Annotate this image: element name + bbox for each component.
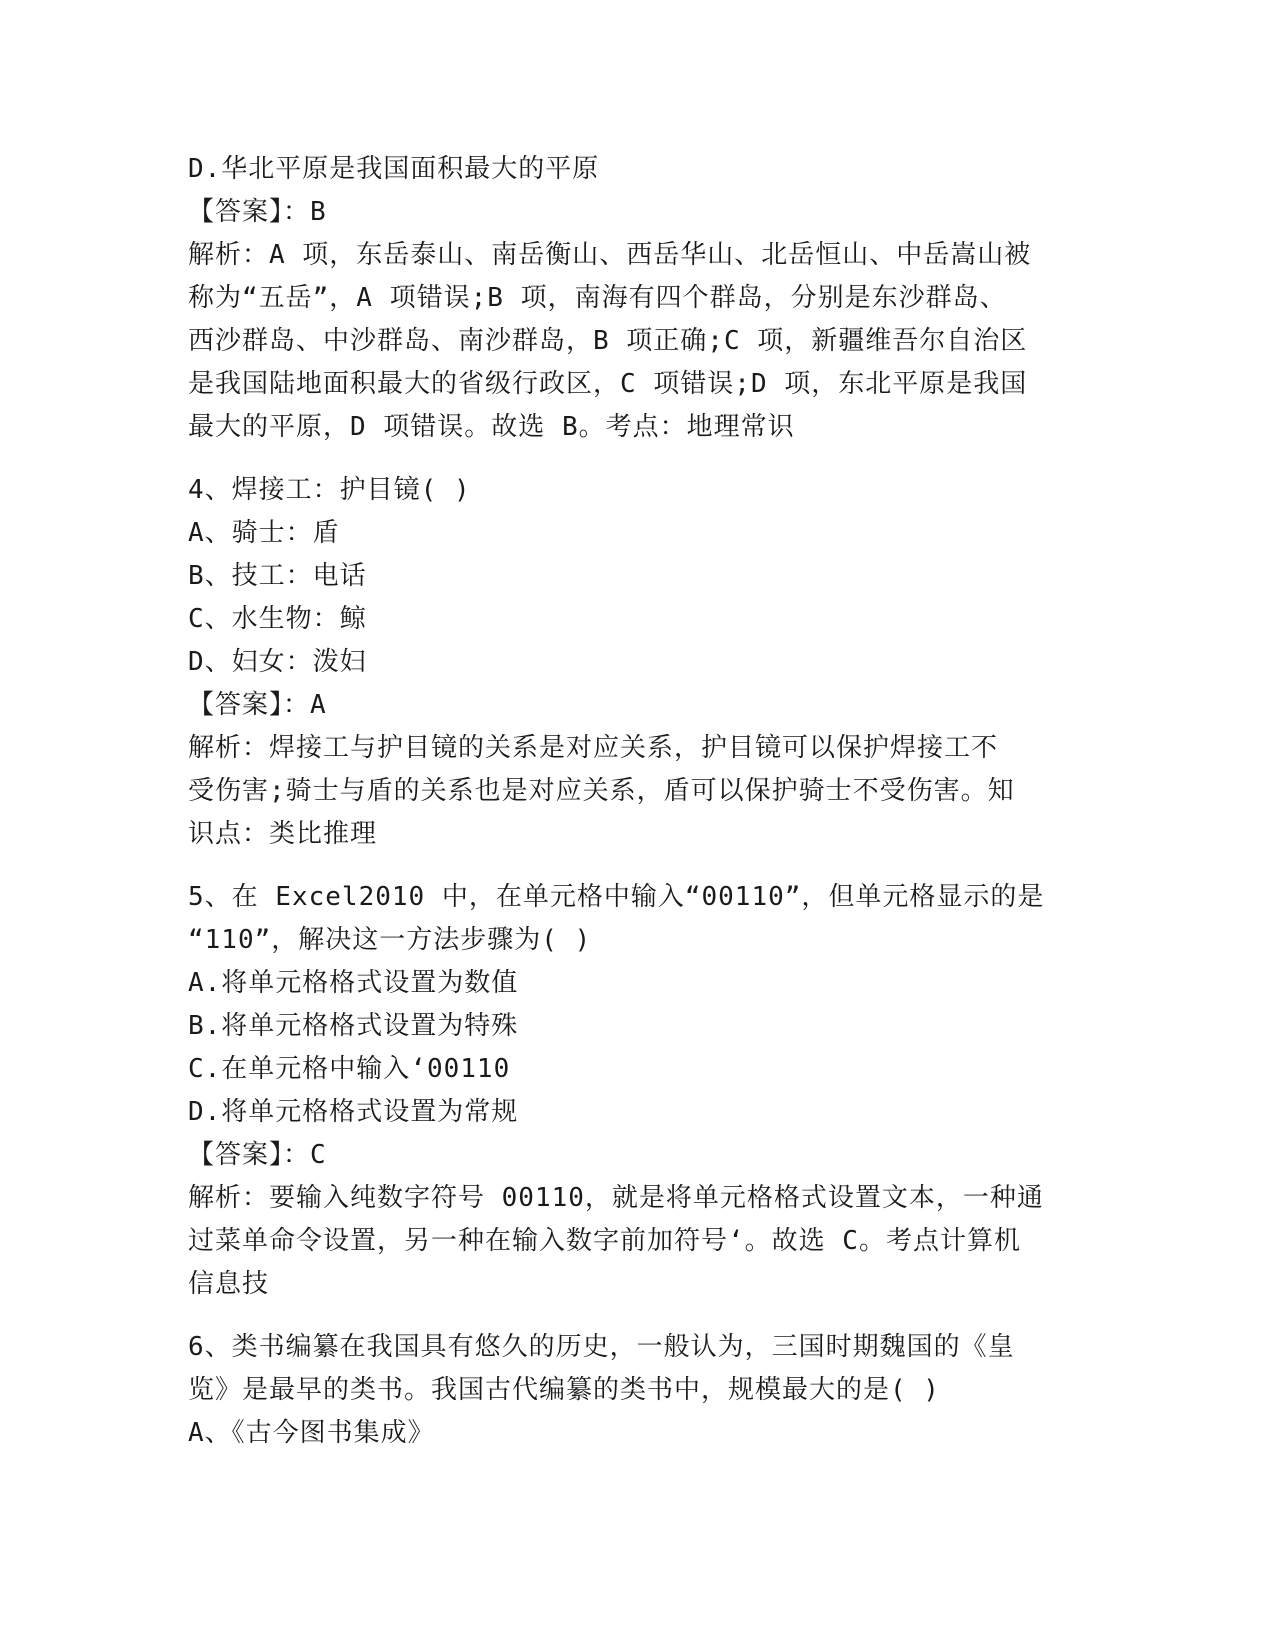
answer: 【答案】：B (188, 197, 327, 227)
option-a: A.将单元格格式设置为数值 (188, 968, 519, 998)
analysis-line: 识点：类比推理 (188, 819, 378, 849)
analysis-line: 受伤害;骑士与盾的关系也是对应关系，盾可以保护骑士不受伤害。知 (188, 776, 1015, 806)
analysis-line: 称为“五岳”，A 项错误;B 项，南海有四个群岛，分别是东沙群岛、 (188, 283, 1007, 313)
answer: 【答案】：C (188, 1140, 327, 1170)
question-5 (188, 876, 1088, 1306)
option-a: A、骑士：盾 (188, 518, 340, 548)
option-d: D.华北平原是我国面积最大的平原 (188, 154, 600, 184)
question-6 (188, 1326, 1088, 1455)
option-b: B.将单元格格式设置为特殊 (188, 1011, 519, 1041)
question-stem: 6、类书编纂在我国具有悠久的历史，一般认为，三国时期魏国的《皇 (188, 1332, 1015, 1362)
option-c: C.在单元格中输入‘00110 (188, 1054, 511, 1084)
option-b: B、技工：电话 (188, 561, 367, 591)
option-a: A、《古今图书集成》 (188, 1418, 435, 1448)
question-stem: 览》是最早的类书。我国古代编纂的类书中，规模最大的是( ) (188, 1375, 940, 1405)
analysis-line: 西沙群岛、中沙群岛、南沙群岛，B 项正确;C 项，新疆维吾尔自治区 (188, 326, 1028, 356)
question-3-tail (188, 148, 1088, 449)
analysis-line: 是我国陆地面积最大的省级行政区，C 项错误;D 项，东北平原是我国 (188, 369, 1028, 399)
option-d: D.将单元格格式设置为常规 (188, 1097, 519, 1127)
question-4 (188, 469, 1088, 856)
analysis-line: 信息技 (188, 1269, 270, 1299)
option-d: D、妇女：泼妇 (188, 647, 367, 677)
document-page (188, 148, 1088, 1455)
option-c: C、水生物：鲸 (188, 604, 367, 634)
analysis-line: 解析：要输入纯数字符号 00110，就是将单元格格式设置文本，一种通 (188, 1183, 1044, 1213)
analysis-line: 过菜单命令设置，另一种在输入数字前加符号‘。故选 C。考点计算机 (188, 1226, 1021, 1256)
analysis-line: 解析：A 项，东岳泰山、南岳衡山、西岳华山、北岳恒山、中岳嵩山被 (188, 240, 1032, 270)
question-stem: 5、在 Excel2010 中，在单元格中输入“00110”，但单元格显示的是 (188, 882, 1045, 912)
answer: 【答案】：A (188, 690, 327, 720)
analysis-line: 最大的平原，D 项错误。故选 B。考点：地理常识 (188, 412, 795, 442)
question-stem: “110”，解决这一方法步骤为( ) (188, 925, 592, 955)
analysis-line: 解析：焊接工与护目镜的关系是对应关系，护目镜可以保护焊接工不 (188, 733, 999, 763)
question-stem: 4、焊接工：护目镜( ) (188, 475, 471, 505)
